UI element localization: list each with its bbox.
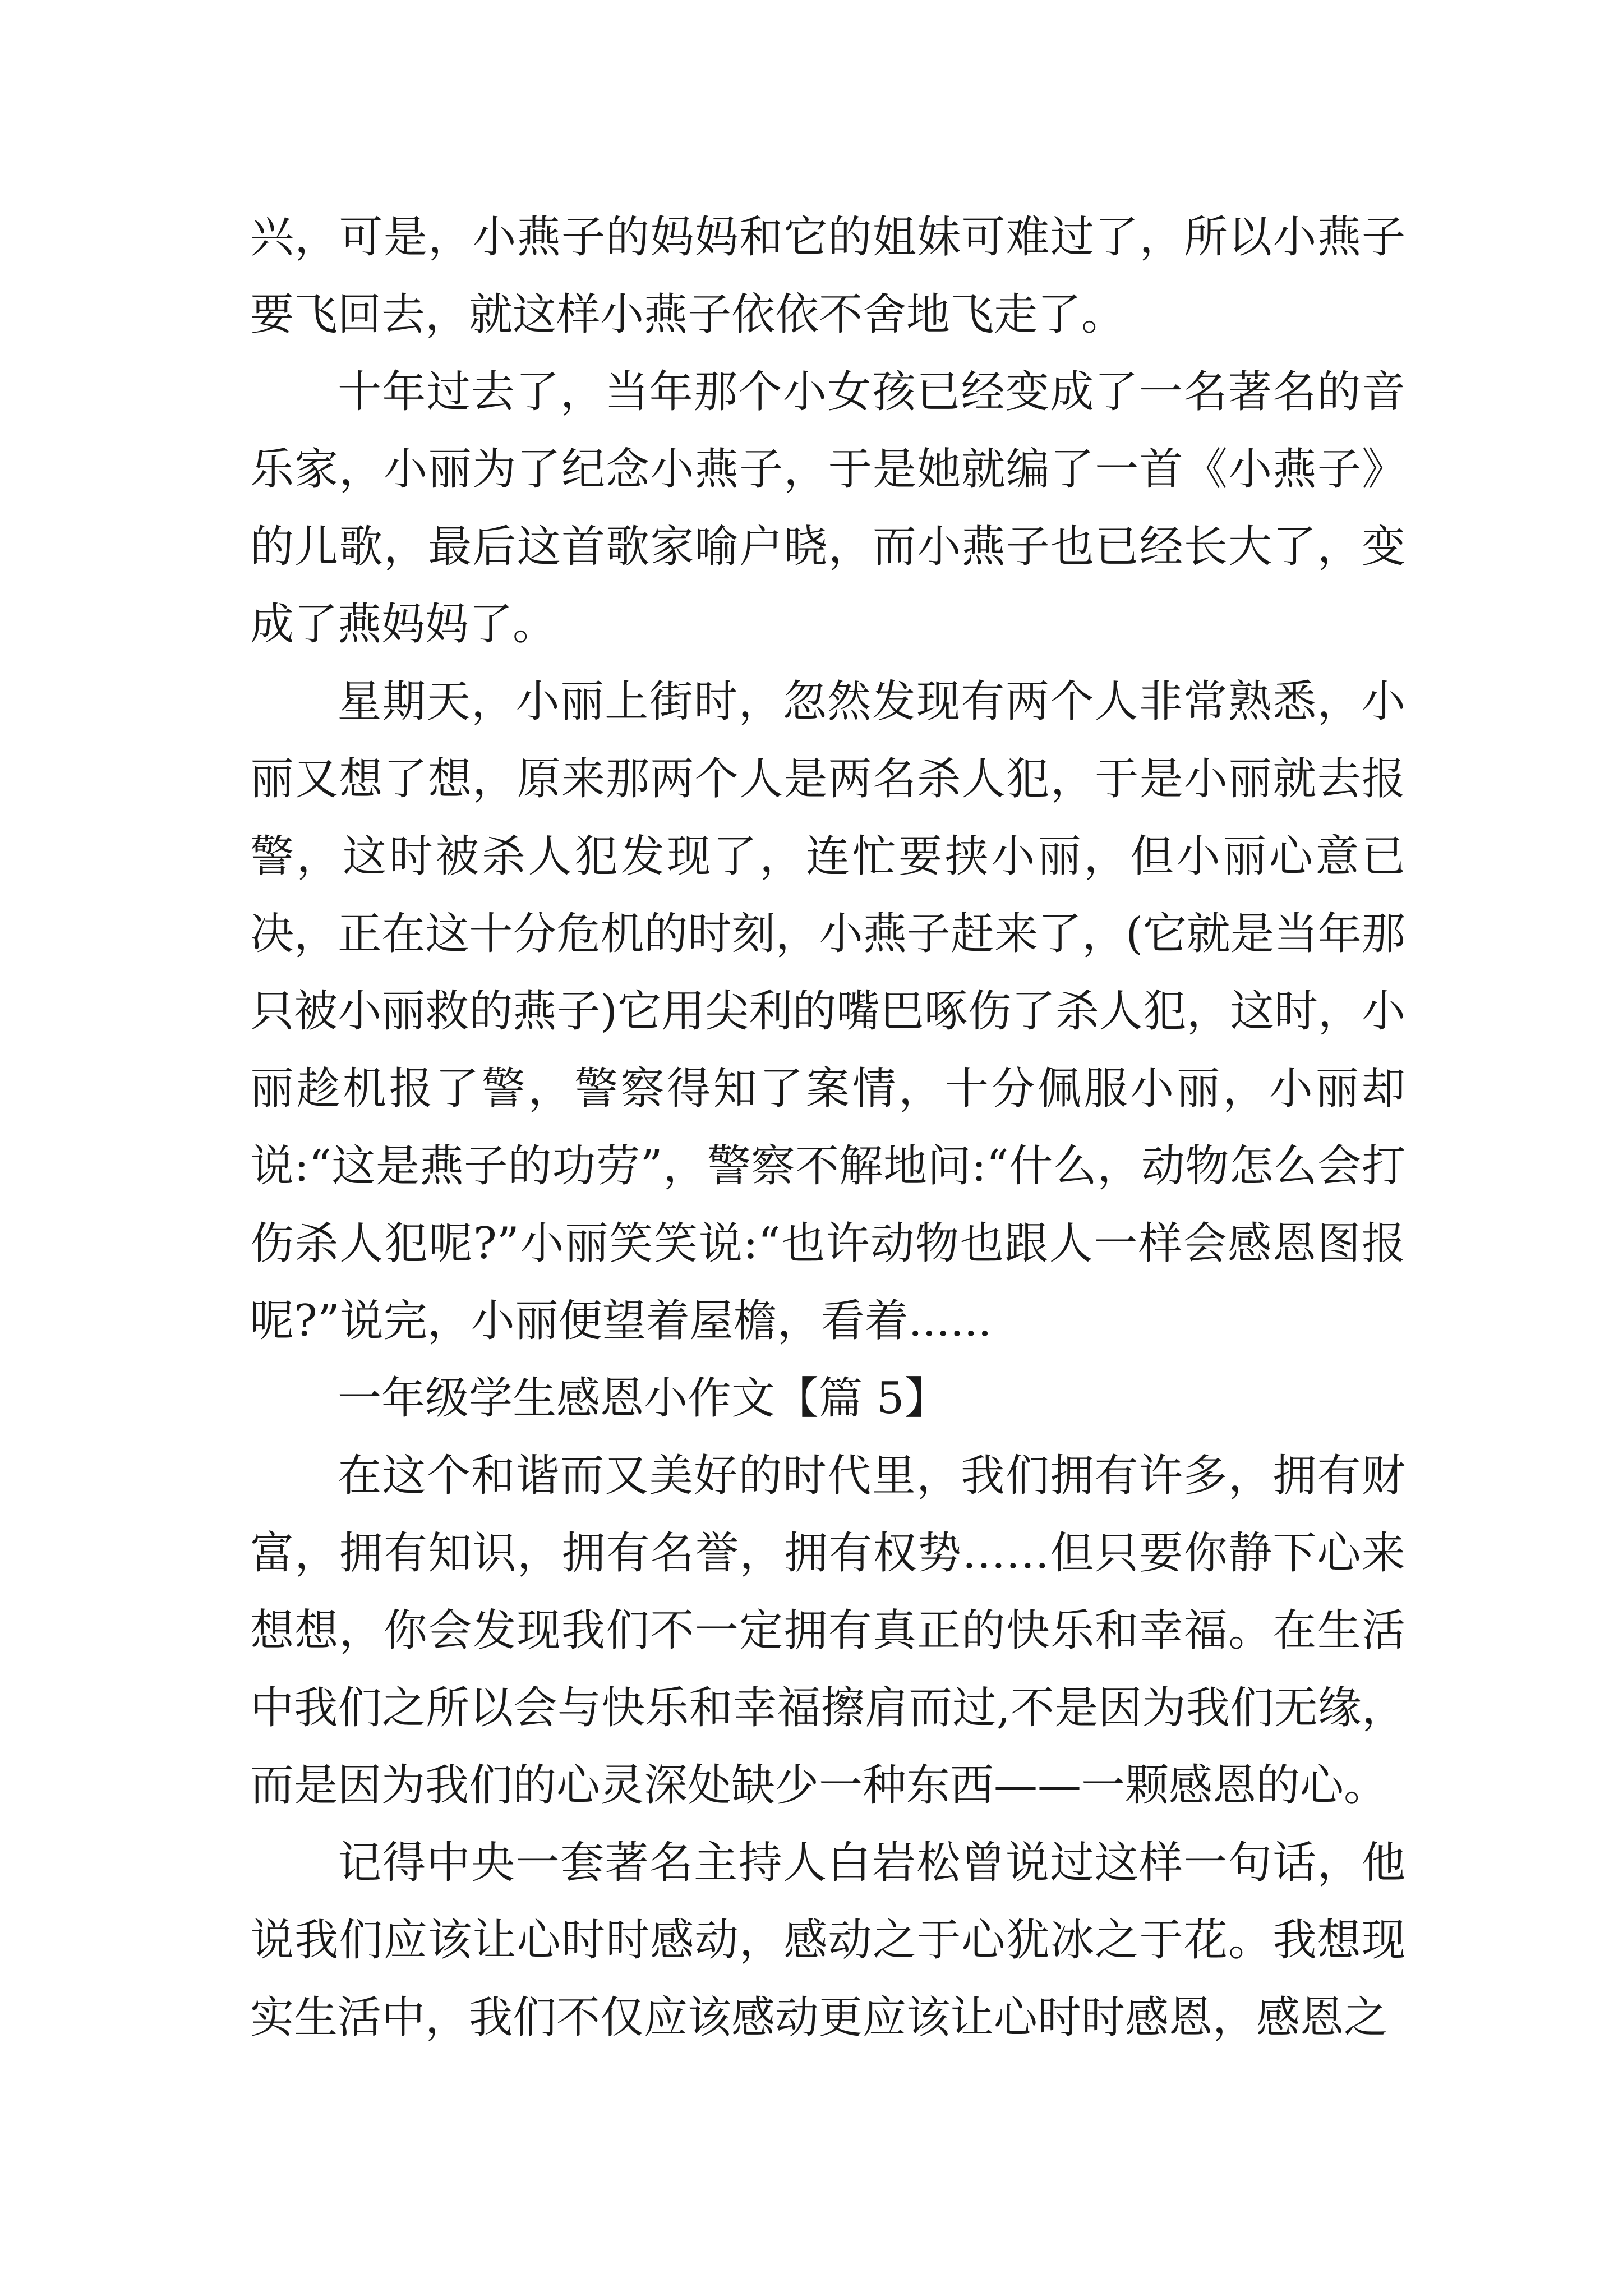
paragraph-bai-yansong-quote: 记得中央一套著名主持人白岩松曾说过这样一句话，他说我们应该让心时时感动，感动之于心犹冰之于花。我想现实生活中，我们不仅应该感动更应该让心时时感恩，感恩之	[250, 1838, 1405, 2043]
paragraph-harmonious-era: 在这个和谐而又美好的时代里，我们拥有许多，拥有财富，拥有知识，拥有名誉，拥有权势……但只要你静下心来想想，你会发现我们不一定拥有真正的快乐和幸福。在生活中我们之所以会与快乐和幸福擦肩而过,不是因为我们无缘，而是因为我们的心灵深处缺少一种东西——一颗感恩的心。	[250, 1451, 1405, 1811]
document-body	[250, 199, 1405, 2056]
paragraph-sunday-incident: 星期天，小丽上街时，忽然发现有两个人非常熟悉，小丽又想了想，原来那两个人是两名杀人犯，于是小丽就去报警，这时被杀人犯发现了，连忙要挟小丽，但小丽心意已决，正在这十分危机的时刻，小燕子赶来了，(它就是当年那只被小丽救的燕子)它用尖利的嘴巴啄伤了杀人犯，这时，小丽趁机报了警，警察得知了案情，十分佩服小丽，小丽却说:“这是燕子的功劳”，警察不解地问:“什么，动物怎么会打伤杀人犯呢?”小丽笑笑说:“也许动物也跟人一样会感恩图报呢?”说完，小丽便望着屋檐，看着......	[250, 677, 1405, 1346]
paragraph-story-ending: 兴，可是，小燕子的妈妈和它的姐妹可难过了，所以小燕子要飞回去，就这样小燕子依依不舍地飞走了。	[250, 212, 1405, 340]
paragraph-ten-years-later: 十年过去了，当年那个小女孩已经变成了一名著名的音乐家，小丽为了纪念小燕子，于是她就编了一首《小燕子》的儿歌，最后这首歌家喻户晓，而小燕子也已经长大了，变成了燕妈妈了。	[250, 367, 1405, 650]
section-heading-part-5: 一年级学生感恩小作文【篇 5】	[338, 1373, 948, 1424]
